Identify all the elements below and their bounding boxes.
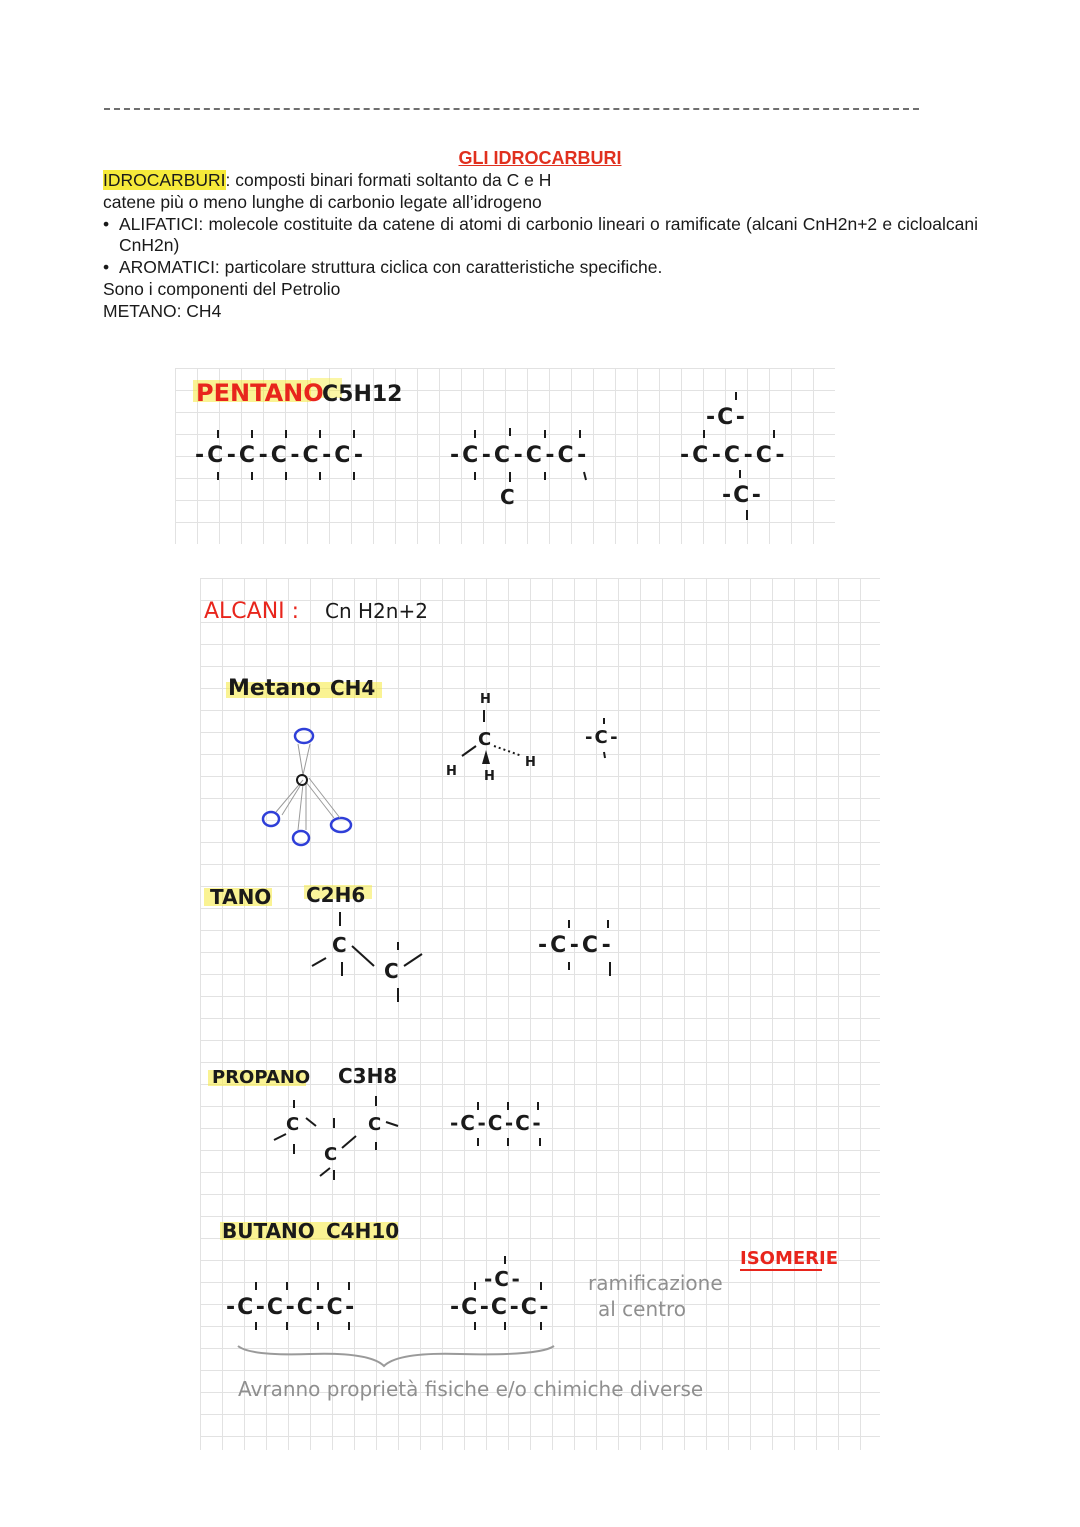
metano-h-bottom: H [484, 769, 495, 784]
metano-h-right: H [525, 755, 536, 770]
metano-c: C [478, 729, 492, 750]
chains-line: catene più o meno lunghe di carbonio legate all’idrogeno [103, 191, 542, 212]
propano-c2: C [324, 1144, 338, 1165]
metano-h-left: H [446, 764, 457, 779]
etano-label: TANO [210, 885, 272, 909]
etano-simple: -C-C- [538, 933, 614, 958]
propano-simple: -C-C-C- [450, 1111, 543, 1135]
metano-formula: CH4 [330, 676, 376, 700]
petrolio-line: Sono i componenti del Petrolio [103, 278, 341, 299]
definition-text: : composti binari formati soltanto da C e H [225, 170, 552, 190]
etano-c2: C [384, 959, 399, 983]
metano-simple: -C- [585, 727, 620, 748]
ramificazione-line1: ramificazione [588, 1271, 723, 1295]
propano-label: PROPANO [212, 1067, 311, 1088]
butano-label: BUTANO [222, 1219, 315, 1243]
page-title: GLI IDROCARBURI [458, 148, 622, 168]
neopentano-top: -C- [706, 405, 747, 430]
bullet-alifatici: • ALIFATICI: molecole costituite da catene di atomi di carbonio lineari o ramificate (alcani CnH2n+2 e cicloalcani CnH2n) [103, 214, 978, 258]
alcani-formula: Cn H2n+2 [325, 599, 428, 623]
pentano-branch-carbon: C [500, 485, 515, 509]
orbital-sketch [263, 729, 351, 845]
propano-3d-bonds [274, 1096, 398, 1180]
isomerie-label: ISOMERIE [740, 1248, 839, 1269]
metano-line: METANO: CH4 [103, 300, 222, 321]
alcani-label: ALCANI : [204, 599, 300, 624]
etano-formula: C2H6 [306, 883, 366, 907]
neopentano-bottom: -C- [722, 483, 763, 508]
pentano-label: PENTANO [196, 379, 324, 407]
propano-c1: C [286, 1114, 300, 1135]
ramificazione-line2: al centro [598, 1297, 687, 1321]
butano-branched: -C-C-C- [450, 1295, 551, 1320]
metano-h-top: H [480, 692, 491, 707]
etano-3d-bonds [312, 912, 422, 1002]
pentano-linear: -C-C-C-C-C- [195, 443, 367, 468]
propano-formula: C3H8 [338, 1064, 398, 1088]
butano-linear: -C-C-C-C- [226, 1295, 357, 1320]
curly-brace [238, 1346, 554, 1366]
pentano-branched: -C-C-C-C- [450, 443, 590, 468]
pentano-formula: C5H12 [322, 382, 403, 407]
butano-branch-top: -C- [484, 1267, 522, 1291]
bullet-aromatici: • AROMATICI: particolare struttura ciclica con caratteristiche specifiche. [103, 257, 978, 279]
neopentano-mid: -C-C-C- [680, 443, 788, 468]
metano-label: Metano [228, 676, 321, 701]
propano-c3: C [368, 1114, 382, 1135]
definition-term: IDROCARBURI [103, 170, 226, 190]
footer-note: Avranno proprietà fisiche e/o chimiche diverse [238, 1377, 704, 1401]
butano-formula: C4H10 [326, 1219, 400, 1243]
etano-c1: C [332, 933, 347, 957]
